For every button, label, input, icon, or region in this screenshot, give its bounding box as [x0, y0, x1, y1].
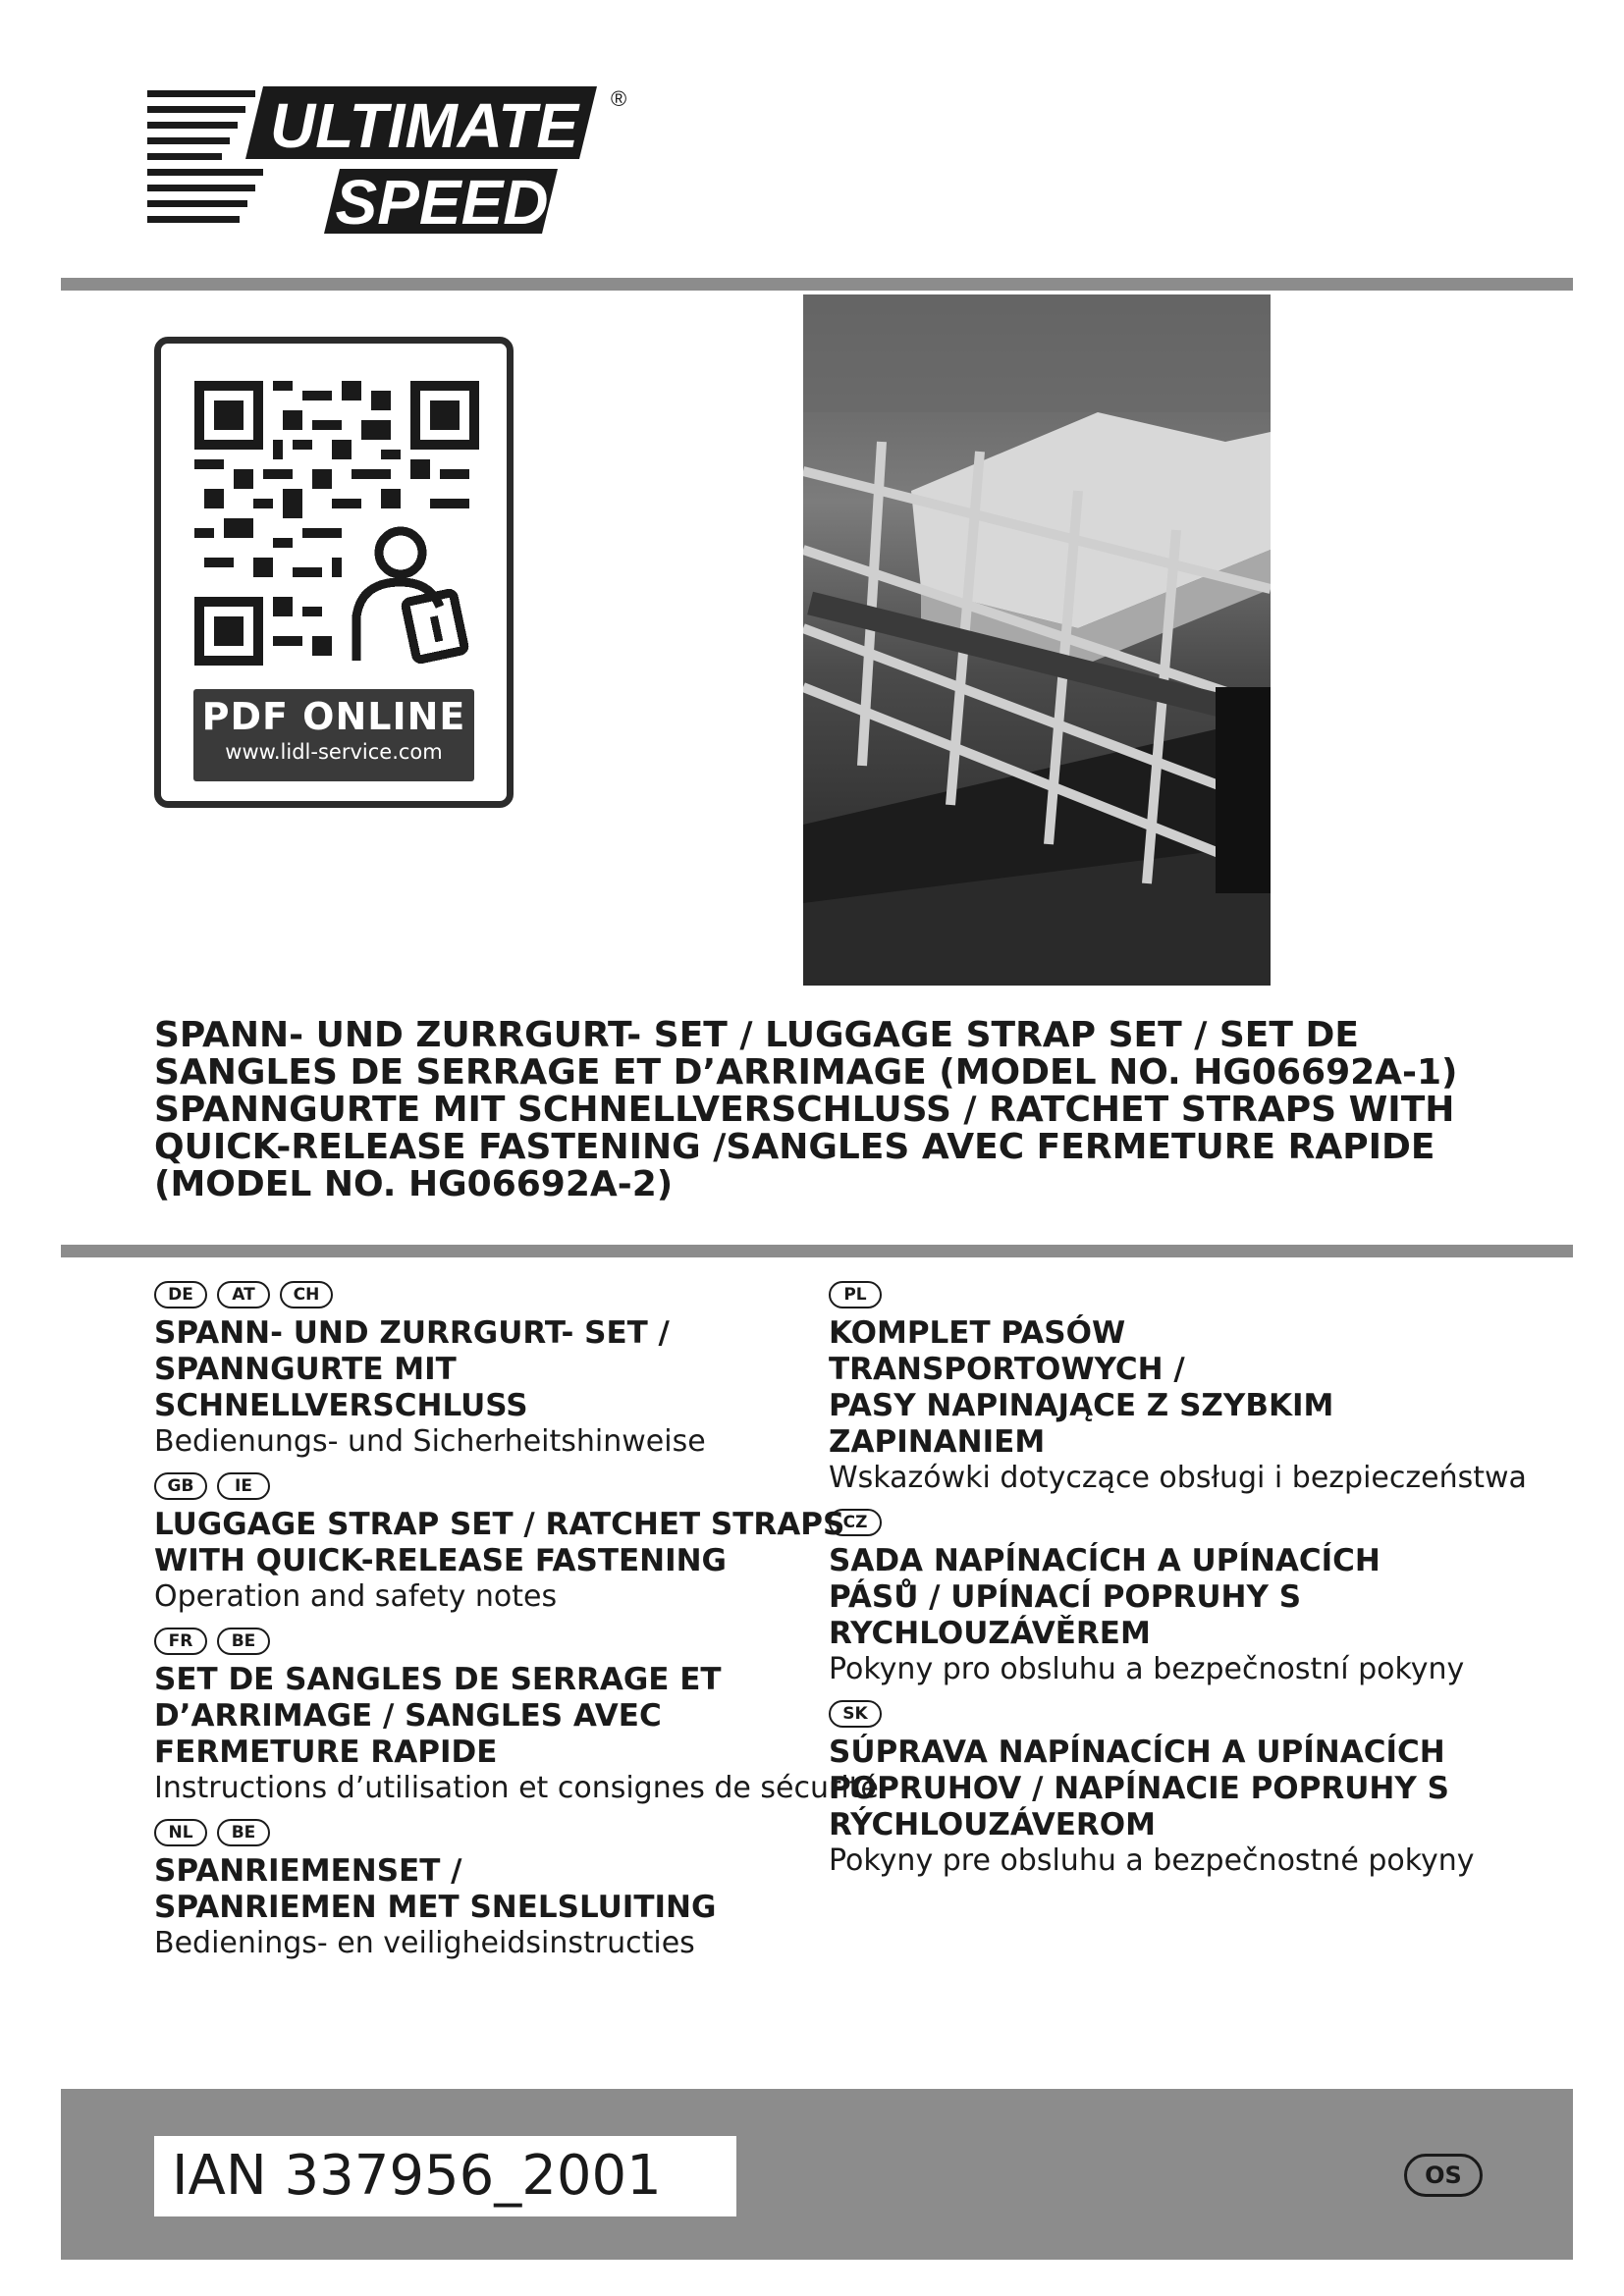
- section-title: POPRUHOV / NAPÍNACIE POPRUHY S: [829, 1771, 1449, 1806]
- country-code-badge: CZ: [829, 1509, 882, 1536]
- section-subtitle: Bedienings- en veiligheidsinstructies: [154, 1926, 695, 1960]
- country-code-badge: GB: [154, 1472, 207, 1500]
- main-title-line: SANGLES DE SERRAGE ET D’ARRIMAGE (MODEL NO. HG06692A-1): [154, 1052, 1458, 1093]
- section-subtitle: Wskazówki dotyczące obsługi i bezpieczeństwa: [829, 1461, 1527, 1495]
- qr-card[interactable]: [154, 337, 514, 808]
- country-code-badge: BE: [217, 1628, 270, 1655]
- section-subtitle: Instructions d’utilisation et consignes de sécurité: [154, 1771, 879, 1805]
- section-title: SÚPRAVA NAPÍNACÍCH A UPÍNACÍCH: [829, 1735, 1445, 1770]
- language-section-pl: [829, 1278, 1527, 1496]
- section-title: PASY NAPINAJĄCE Z SZYBKIM: [829, 1388, 1334, 1423]
- section-title: SPANN- UND ZURRGURT- SET /: [154, 1315, 670, 1351]
- section-title: RYCHLOUZÁVĚREM: [829, 1616, 1151, 1651]
- svg-text:®: ®: [611, 86, 627, 111]
- section-title: D’ARRIMAGE / SANGLES AVEC: [154, 1698, 662, 1734]
- ultimate-speed-logo: [147, 79, 638, 245]
- footer-band: [61, 2089, 1573, 2260]
- section-title: FERMETURE RAPIDE: [154, 1735, 498, 1770]
- pdf-online-url[interactable]: www.lidl-service.com: [225, 740, 443, 764]
- main-title-line: QUICK-RELEASE FASTENING /SANGLES AVEC FERMETURE RAPIDE: [154, 1127, 1435, 1167]
- ian-number: IAN 337956_2001: [154, 2136, 736, 2216]
- country-code-badge: DE: [154, 1281, 207, 1308]
- language-section-de: [154, 1278, 822, 1460]
- section-subtitle: Pokyny pro obsluhu a bezpečnostní pokyny: [829, 1652, 1465, 1686]
- top-divider: [61, 278, 1573, 291]
- brand-logo: [147, 79, 638, 245]
- section-subtitle: Bedienungs- und Sicherheitshinweise: [154, 1424, 706, 1459]
- country-code-badge: CH: [280, 1281, 333, 1308]
- country-code-badge: BE: [217, 1819, 270, 1846]
- section-title: WITH QUICK-RELEASE FASTENING: [154, 1543, 728, 1578]
- language-section-sk: [829, 1697, 1516, 1879]
- country-code-badge: PL: [829, 1281, 882, 1308]
- svg-text:ULTIMATE: ULTIMATE: [270, 90, 578, 161]
- main-title-line: SPANNGURTE MIT SCHNELLVERSCHLUSS / RATCHET STRAPS WITH: [154, 1090, 1455, 1130]
- section-title: SET DE SANGLES DE SERRAGE ET: [154, 1662, 722, 1697]
- svg-text:SPEED: SPEED: [335, 167, 549, 238]
- country-code-badge: FR: [154, 1628, 207, 1655]
- main-title: [154, 1017, 1470, 1203]
- section-title: TRANSPORTOWYCH /: [829, 1352, 1185, 1387]
- section-title: KOMPLET PASÓW: [829, 1315, 1126, 1351]
- country-code-badge: NL: [154, 1819, 207, 1846]
- country-codes: [829, 1697, 1516, 1731]
- section-title: PÁSŮ / UPÍNACÍ POPRUHY S: [829, 1579, 1302, 1615]
- section-title: SPANNGURTE MIT: [154, 1352, 457, 1387]
- pdf-online-badge: [193, 689, 474, 781]
- section-title: ZAPINANIEM: [829, 1424, 1046, 1460]
- country-codes: [154, 1625, 822, 1658]
- country-codes: [154, 1469, 822, 1503]
- main-title-line: (MODEL NO. HG06692A-2): [154, 1164, 674, 1204]
- middle-divider: [61, 1245, 1573, 1257]
- section-title: SPANRIEMEN MET SNELSLUITING: [154, 1890, 717, 1925]
- section-title: SPANRIEMENSET /: [154, 1853, 462, 1889]
- section-subtitle: Pokyny pre obsluhu a bezpečnostné pokyny: [829, 1843, 1475, 1878]
- language-section-nl: [154, 1816, 822, 1961]
- pdf-online-label: PDF ONLINE: [201, 695, 466, 738]
- section-title: RÝCHLOUZÁVEROM: [829, 1807, 1156, 1842]
- section-subtitle: Operation and safety notes: [154, 1579, 558, 1614]
- language-column-right: [829, 1278, 1527, 1889]
- main-title-line: SPANN- UND ZURRGURT- SET / LUGGAGE STRAP SET / SET DE: [154, 1015, 1359, 1055]
- country-code-badge: IE: [217, 1472, 270, 1500]
- country-codes: [154, 1816, 822, 1849]
- country-codes: [829, 1506, 1516, 1539]
- country-codes: [154, 1278, 822, 1311]
- os-badge: OS: [1404, 2154, 1483, 2197]
- qr-code-icon[interactable]: [194, 381, 479, 666]
- product-photo: [803, 294, 1271, 986]
- country-code-badge: SK: [829, 1700, 882, 1728]
- language-section-gb: [154, 1469, 845, 1615]
- language-section-cz: [829, 1506, 1516, 1687]
- section-title: SADA NAPÍNACÍCH A UPÍNACÍCH: [829, 1543, 1380, 1578]
- section-title: SCHNELLVERSCHLUSS: [154, 1388, 528, 1423]
- roof-rack-photo: [803, 294, 1271, 986]
- section-title: LUGGAGE STRAP SET / RATCHET STRAPS: [154, 1507, 845, 1542]
- country-codes: [829, 1278, 1516, 1311]
- country-code-badge: AT: [217, 1281, 270, 1308]
